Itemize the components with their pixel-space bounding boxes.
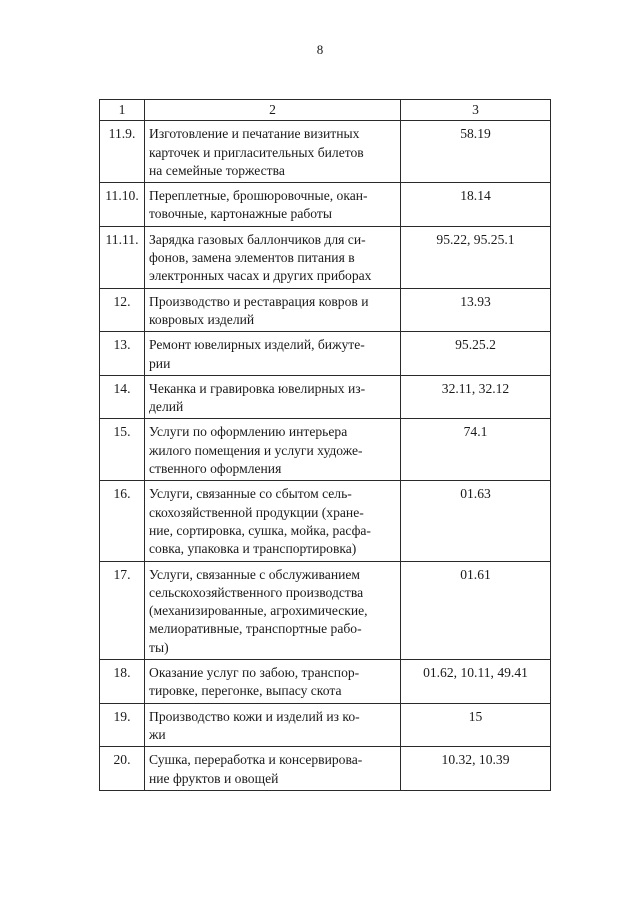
description-line: ты) <box>149 639 169 655</box>
row-number: 16. <box>100 481 145 561</box>
description-line: делий <box>149 399 184 415</box>
description-line: Переплетные, брошюровочные, окан- <box>149 188 368 204</box>
row-code: 32.11, 32.12 <box>401 375 551 419</box>
table-row <box>100 561 551 659</box>
description-line: мелиоративные, транспортные рабо- <box>149 621 362 637</box>
row-code: 15 <box>401 703 551 747</box>
row-number: 15. <box>100 419 145 481</box>
row-code: 95.22, 95.25.1 <box>401 226 551 288</box>
header-cell-3: 3 <box>401 100 551 121</box>
row-code: 01.61 <box>401 561 551 659</box>
table-row <box>100 332 551 376</box>
row-number: 18. <box>100 660 145 704</box>
row-number: 11.11. <box>100 226 145 288</box>
description-line: Ремонт ювелирных изделий, бижуте- <box>149 337 365 353</box>
table-header-row <box>100 100 551 121</box>
header-cell-1: 1 <box>100 100 145 121</box>
table-row <box>100 419 551 481</box>
row-code: 01.63 <box>401 481 551 561</box>
row-code: 18.14 <box>401 183 551 227</box>
row-code: 10.32, 10.39 <box>401 747 551 791</box>
table-row <box>100 121 551 183</box>
description-line: товочные, картонажные работы <box>149 206 332 222</box>
table-row <box>100 183 551 227</box>
row-description <box>145 332 401 376</box>
description-line: скохозяйственной продукции (хране- <box>149 504 364 520</box>
table-row <box>100 481 551 561</box>
row-code: 95.25.2 <box>401 332 551 376</box>
row-code: 58.19 <box>401 121 551 183</box>
description-line: электронных часах и других приборах <box>149 268 372 284</box>
description-line: рии <box>149 355 171 371</box>
table-row <box>100 288 551 332</box>
description-line: Оказание услуг по забою, транспор- <box>149 665 360 681</box>
description-line: сельскохозяйственного производства <box>149 584 364 600</box>
row-number: 11.10. <box>100 183 145 227</box>
row-description <box>145 375 401 419</box>
table-row <box>100 375 551 419</box>
row-description <box>145 288 401 332</box>
table-row <box>100 660 551 704</box>
row-description <box>145 183 401 227</box>
table-row <box>100 747 551 791</box>
row-number: 20. <box>100 747 145 791</box>
table-row <box>100 703 551 747</box>
description-line: Услуги, связанные с обслуживанием <box>149 566 361 582</box>
row-description <box>145 419 401 481</box>
description-line: жилого помещения и услуги художе- <box>149 442 363 458</box>
row-code: 01.62, 10.11, 49.41 <box>401 660 551 704</box>
services-table <box>99 99 551 791</box>
description-line: Чеканка и гравировка ювелирных из- <box>149 380 366 396</box>
row-number: 12. <box>100 288 145 332</box>
description-line: ние фруктов и овощей <box>149 770 279 786</box>
description-line: Производство и реставрация ковров и <box>149 293 369 309</box>
description-line: тировке, перегонке, выпасу скота <box>149 683 342 699</box>
row-description <box>145 703 401 747</box>
description-line: Зарядка газовых баллончиков для си- <box>149 231 366 247</box>
description-line: (механизированные, агрохимические, <box>149 603 368 619</box>
row-description <box>145 660 401 704</box>
row-number: 14. <box>100 375 145 419</box>
description-line: фонов, замена элементов питания в <box>149 250 355 266</box>
table-body <box>100 100 551 791</box>
description-line: Услуги, связанные со сбытом сель- <box>149 486 352 502</box>
description-line: Сушка, переработка и консервирова- <box>149 752 363 768</box>
row-number: 19. <box>100 703 145 747</box>
description-line: ковровых изделий <box>149 311 255 327</box>
row-number: 13. <box>100 332 145 376</box>
row-code: 74.1 <box>401 419 551 481</box>
description-line: совка, упаковка и транспортировка) <box>149 541 357 557</box>
description-line: Изготовление и печатание визитных <box>149 126 360 142</box>
description-line: Производство кожи и изделий из ко- <box>149 708 360 724</box>
description-line: на семейные торжества <box>149 162 285 178</box>
row-description <box>145 561 401 659</box>
row-description <box>145 121 401 183</box>
row-description <box>145 481 401 561</box>
description-line: Услуги по оформлению интерьера <box>149 424 348 440</box>
header-cell-2: 2 <box>145 100 401 121</box>
description-line: карточек и пригласительных билетов <box>149 144 364 160</box>
description-line: жи <box>149 726 166 742</box>
page-number: 8 <box>316 42 324 57</box>
description-line: ственного оформления <box>149 461 282 477</box>
row-number: 17. <box>100 561 145 659</box>
row-description <box>145 226 401 288</box>
row-description <box>145 747 401 791</box>
table-row <box>100 226 551 288</box>
row-number: 11.9. <box>100 121 145 183</box>
description-line: ние, сортировка, сушка, мойка, расфа- <box>149 522 371 538</box>
row-code: 13.93 <box>401 288 551 332</box>
